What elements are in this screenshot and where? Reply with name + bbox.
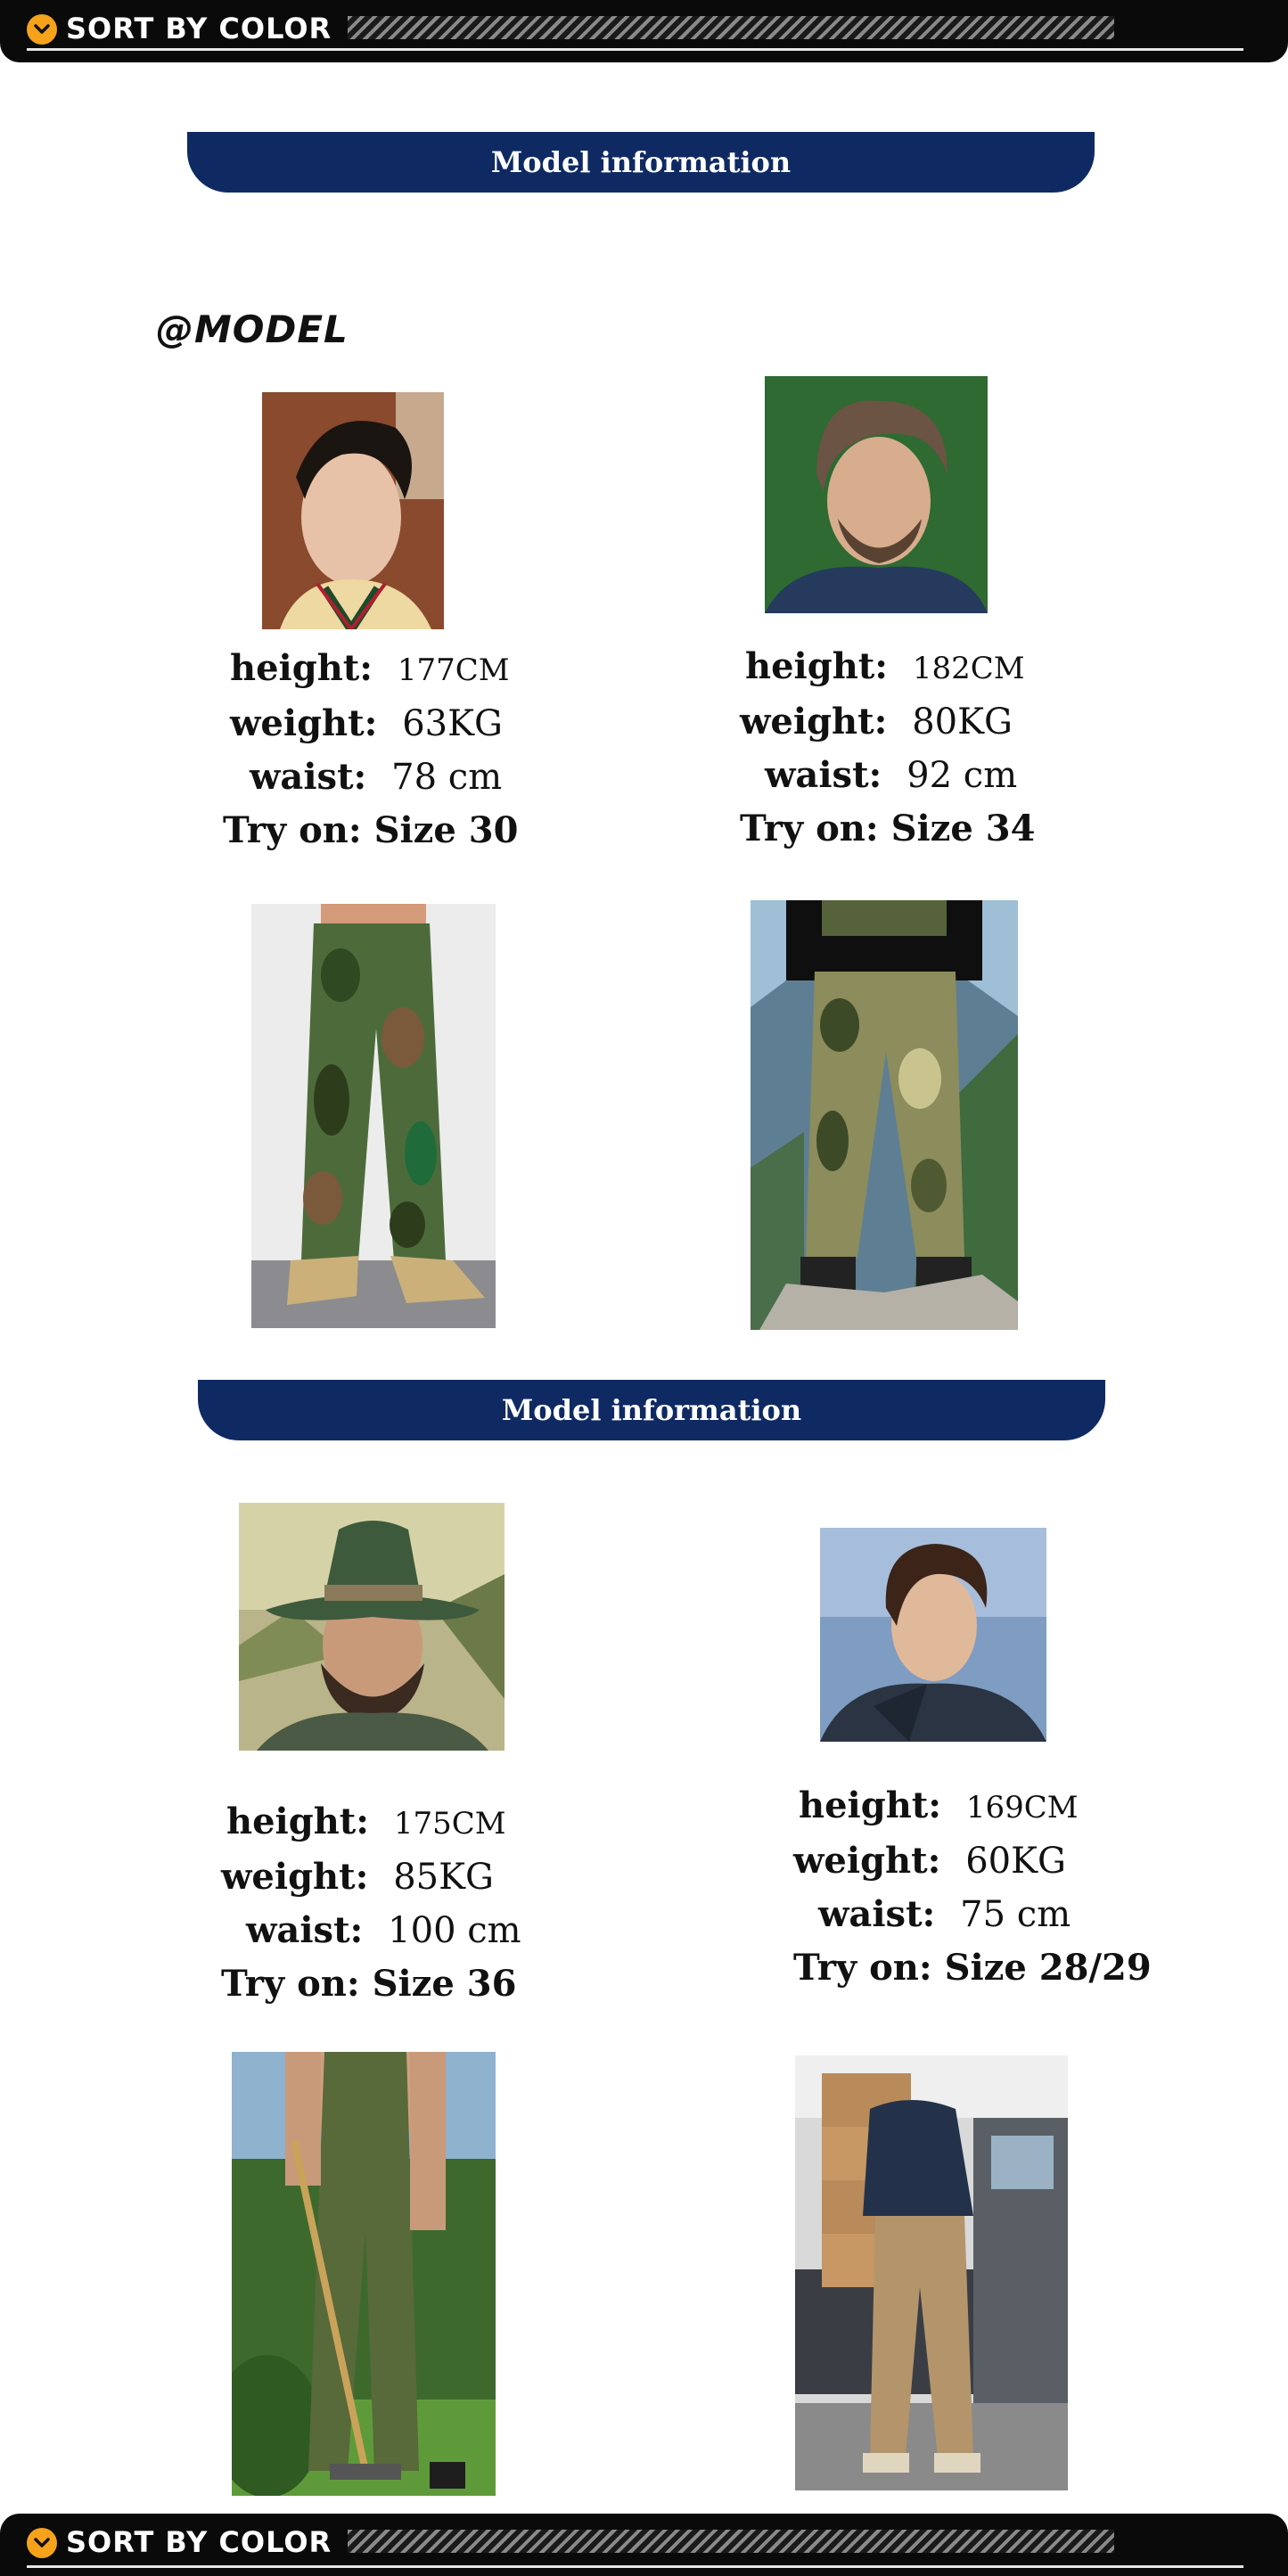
model-3-height: height: 175CM (226, 1801, 506, 1842)
model-4-weight: weight: 60KG (793, 1840, 1066, 1882)
model-3-waist: waist: 100 cm (246, 1909, 521, 1951)
model-4-tryon: Try on: Size 28/29 (793, 1947, 1152, 1989)
model-1-height: height: 177CM (230, 647, 510, 689)
model-4-waist: waist: 75 cm (818, 1893, 1071, 1935)
model-2-height: height: 182CM (745, 645, 1025, 687)
chevron-down-icon[interactable] (27, 2528, 57, 2558)
model-tag: @MODEL (156, 308, 349, 351)
model-2-stats (740, 640, 1036, 856)
divider-line (27, 48, 1243, 51)
model-1-pants-photo (251, 904, 496, 1328)
model-2-waist: waist: 92 cm (765, 754, 1018, 796)
section-header-model-information: Model information (187, 132, 1095, 193)
model-2-pants-photo (751, 900, 1018, 1330)
model-4-stats (793, 1779, 1152, 1995)
model-3-portrait (239, 1503, 505, 1751)
model-1-stats (223, 642, 519, 857)
model-2-weight: weight: 80KG (740, 701, 1013, 742)
model-1-portrait (262, 392, 444, 629)
model-1-tryon: Try on: Size 30 (223, 809, 519, 851)
model-4-portrait (820, 1528, 1046, 1742)
model-3-tryon: Try on: Size 36 (221, 1963, 517, 2005)
decorative-stripes (348, 16, 1114, 39)
model-3-weight: weight: 85KG (221, 1856, 494, 1898)
model-4-pants-photo (795, 2055, 1068, 2490)
model-3-pants-photo (232, 2052, 496, 2496)
model-1-waist: waist: 78 cm (250, 756, 503, 798)
divider-line (27, 2565, 1243, 2568)
section-header-model-information-2: Model information (198, 1380, 1105, 1440)
chevron-down-icon[interactable] (27, 14, 57, 45)
sort-by-color-label[interactable]: SORT BY COLOR (66, 12, 332, 45)
decorative-stripes (348, 2530, 1114, 2553)
sort-by-color-label[interactable]: SORT BY COLOR (66, 2525, 332, 2559)
model-4-height: height: 169CM (799, 1784, 1079, 1826)
model-2-portrait (765, 376, 988, 613)
bottom-sort-bar[interactable] (0, 2514, 1288, 2576)
model-1-weight: weight: 63KG (230, 702, 503, 744)
model-2-tryon: Try on: Size 34 (740, 808, 1036, 849)
model-3-stats (221, 1795, 521, 2011)
top-sort-bar[interactable] (0, 0, 1288, 62)
